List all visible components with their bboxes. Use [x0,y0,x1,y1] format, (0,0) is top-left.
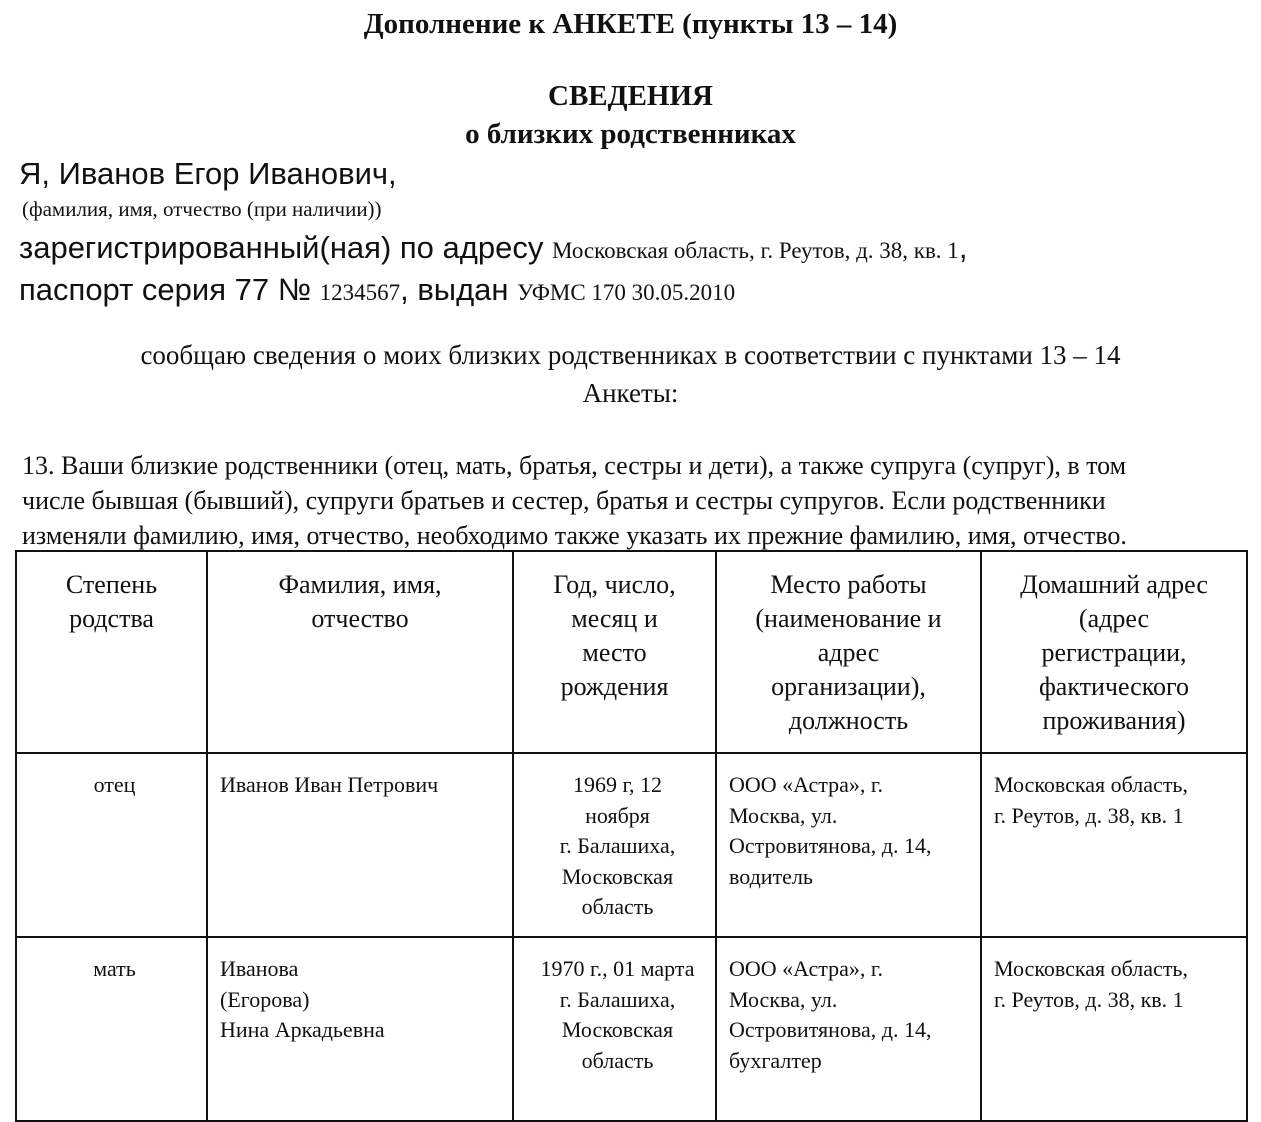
address-suffix: , [958,230,968,265]
item-13-line-1: 13. Ваши близкие родственники (отец, мать, братья, сестры и дети), а также супруга (супруг), в том [22,451,1127,480]
header-address [981,551,1247,753]
name-prefix: Я, [19,156,59,191]
passport-issued-label: , выдан [400,272,518,307]
header-line: (наименование и [755,604,942,633]
relatives-table [15,550,1248,1122]
cell-line: Московская [561,863,674,889]
cell-line: 1969 г, 12 [572,772,663,797]
cell-birth [513,753,716,937]
cell-line: Московская область, [994,772,1188,797]
cell-line: г. Балашиха, [559,833,676,858]
header-line: фактического [1038,672,1190,701]
name-hint: (фамилия, имя, отчество (при наличии)) [22,197,382,221]
header-line: регистрации, [1041,638,1187,667]
cell-line: Москва, ул. [729,986,838,1012]
cell-line: 1970 г., 01 марта [540,956,695,981]
header-line: проживания) [1042,706,1186,735]
cell-line: г. Реутов, д. 38, кв. 1 [994,802,1184,828]
cell-line: Москва, ул. [729,802,838,828]
cell-relation [16,753,207,937]
header-line: должность [788,706,909,735]
header-line: рождения [560,672,669,701]
statement-line-2: Анкеты: [582,378,679,408]
header-line: место [582,638,647,667]
passport-number: 1234567 [319,280,401,305]
cell-line: отец [93,772,136,797]
address-label: зарегистрированный(ная) по адресу [19,230,552,265]
cell-line: г. Реутов, д. 38, кв. 1 [994,986,1184,1012]
statement-line-1: сообщаю сведения о моих близких родственниках в соответствии с пунктами 13 – 14 [140,340,1121,370]
header-line: Степень [65,570,158,599]
passport-line [19,272,735,308]
cell-line: Островитянова, д. 14, [729,833,932,858]
cell-line: водитель [729,863,813,889]
cell-line: Островитянова, д. 14, [729,1017,932,1042]
address-line [19,230,967,266]
table-row [16,937,1247,1121]
address-value: Московская область, г. Реутов, д. 38, кв. 1 [551,238,959,263]
cell-full-name [207,753,513,937]
cell-line: Иванова [220,956,299,981]
cell-birth [513,937,716,1121]
cell-line: ноября [585,802,650,828]
cell-line: ООО «Астра», г. [729,772,883,797]
header-work [716,551,981,753]
declarant-name-line [19,156,397,192]
cell-line: область [581,1047,654,1073]
table-row [16,753,1247,937]
item-13-line-2: числе бывшая (бывший), супруги братьев и сестер, братья и сестры супругов. Если родственники [22,486,1106,515]
cell-line: мать [93,956,136,981]
header-line: отчество [311,604,409,633]
cell-line: Московская [561,1017,674,1042]
cell-address [981,937,1247,1121]
cell-line: Московская область, [994,956,1188,981]
header-line: Фамилия, имя, [278,570,442,599]
cell-line: Нина Аркадьевна [220,1017,385,1042]
document-heading: Дополнение к АНКЕТЕ (пункты 13 – 14) [363,8,898,40]
table-header-row [16,551,1247,753]
cell-line: ООО «Астра», г. [729,956,883,981]
header-full-name [207,551,513,753]
cell-line: Иванов Иван Петрович [220,772,439,797]
header-line: организации), [771,672,926,701]
cell-line: область [581,894,654,919]
cell-line: бухгалтер [729,1047,822,1073]
header-relation [16,551,207,753]
cell-work [716,753,981,937]
header-birth [513,551,716,753]
document-subtitle: о близких родственниках [465,118,796,150]
cell-address [981,753,1247,937]
cell-full-name [207,937,513,1121]
passport-issued-value: УФМС 170 30.05.2010 [517,280,736,305]
document-title: СВЕДЕНИЯ [548,80,713,112]
header-line: Год, число, [553,570,676,599]
item-13-line-3: изменяли фамилию, имя, отчество, необходимо также указать их прежние фамилию, имя, отчество. [22,521,1127,550]
header-line: адрес [817,638,880,667]
declarant-name: Иванов Егор Иванович, [58,156,397,191]
header-line: (адрес [1078,604,1150,633]
header-line: Домашний адрес [1020,570,1208,599]
cell-line: г. Балашиха, [559,986,676,1012]
cell-work [716,937,981,1121]
header-line: месяц и [571,604,658,633]
header-line: Место работы [770,570,927,599]
cell-line: (Егорова) [220,986,310,1012]
header-line: родства [69,604,154,633]
cell-relation [16,937,207,1121]
passport-label: паспорт серия 77 № [19,272,320,307]
